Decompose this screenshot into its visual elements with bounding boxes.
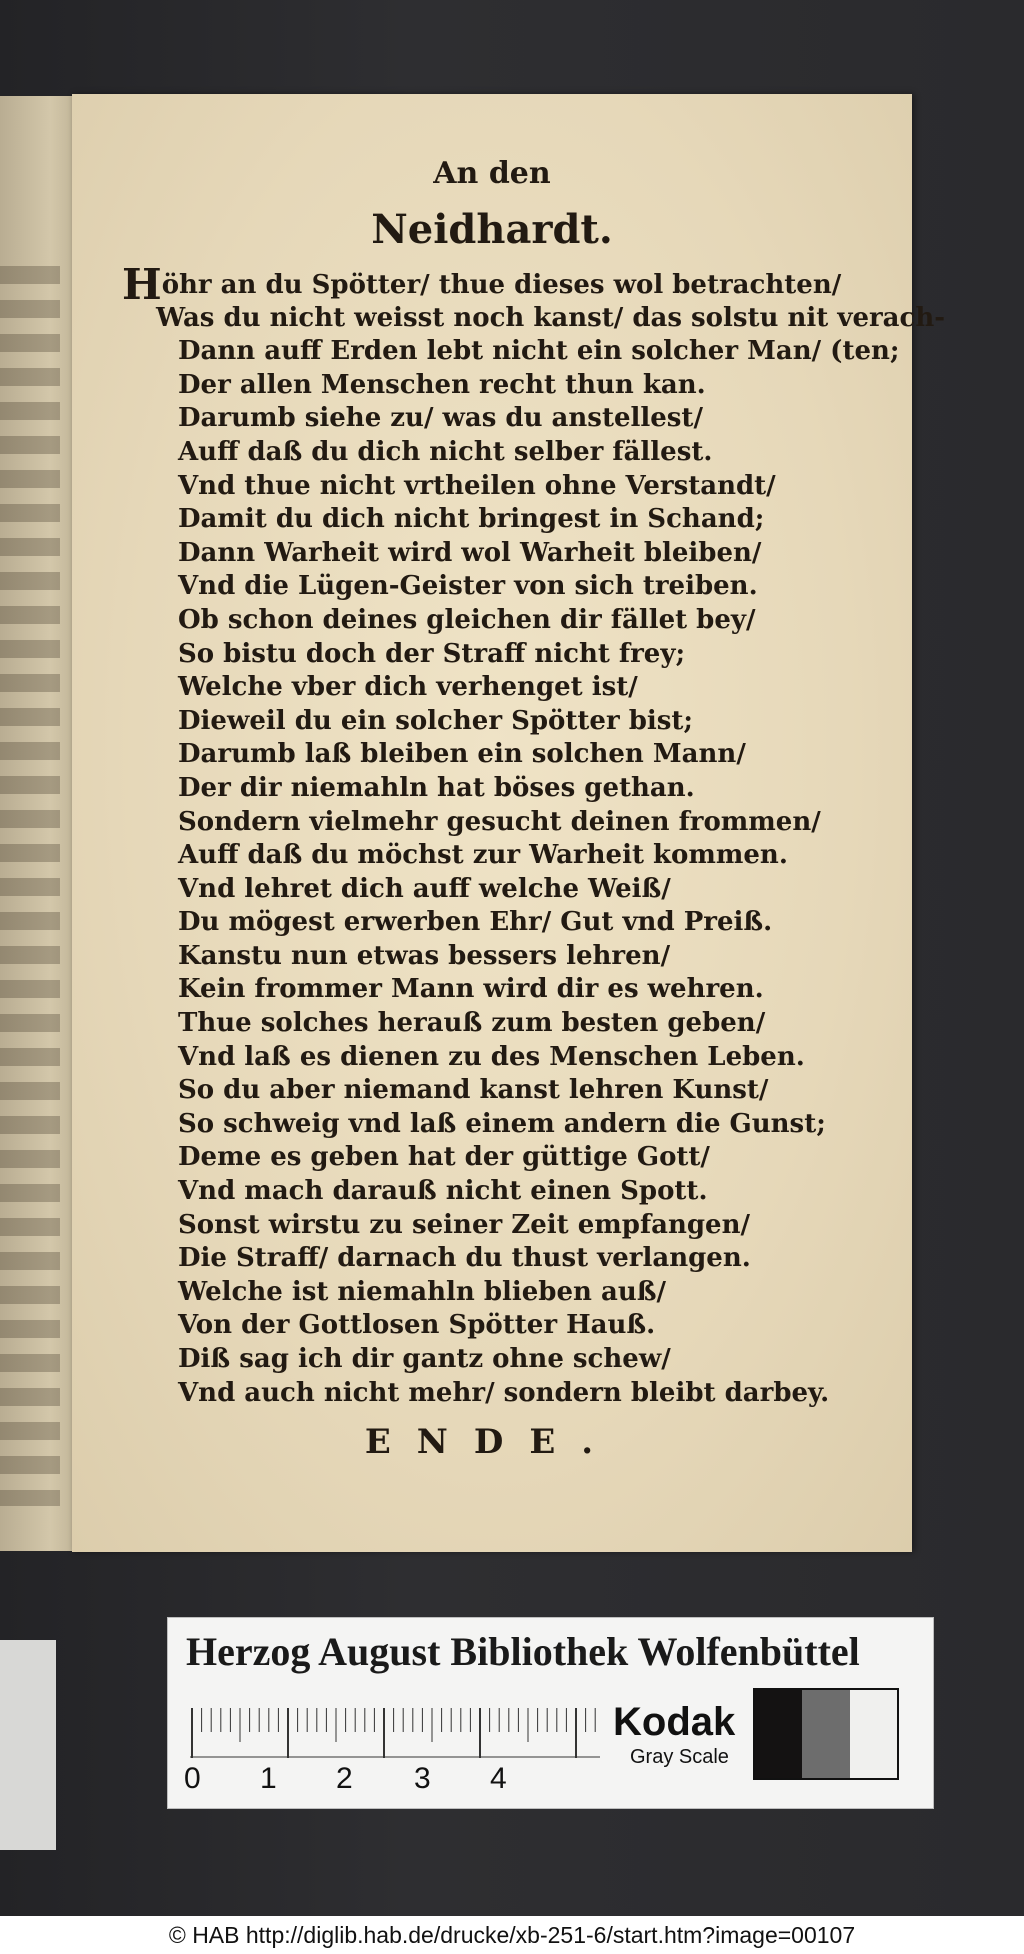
poem-line: Diß sag ich dir gantz ohne schew/ bbox=[178, 1344, 671, 1374]
book-page bbox=[72, 94, 946, 1552]
poem-line: Sondern vielmehr gesucht deinen frommen/ bbox=[178, 806, 821, 837]
poem-line: Kanstu nun etwas bessers lehren/ bbox=[178, 940, 671, 971]
poem-line: Dann auff Erden lebt nicht ein solcher Man/ (ten; bbox=[178, 336, 900, 367]
page-title: Neidhardt. bbox=[371, 206, 613, 253]
poem-line: Damit du dich nicht bringest in Schand; bbox=[178, 504, 765, 535]
gray-swatches bbox=[753, 1688, 899, 1780]
poem-line: Vnd laß es dienen zu des Menschen Leben. bbox=[178, 1041, 805, 1072]
poem-line: So bistu doch der Straff nicht frey; bbox=[178, 638, 686, 669]
facing-page-slip bbox=[0, 1640, 56, 1850]
poem-line: Welche vber dich verhenget ist/ bbox=[178, 672, 638, 703]
color-target-card bbox=[167, 1617, 934, 1809]
library-name: Herzog August Bibliothek Wolfenbüttel bbox=[186, 1629, 860, 1674]
ruler bbox=[190, 1708, 605, 1758]
ruler-label: 3 bbox=[414, 1762, 431, 1795]
poem-line: Ob schon deines gleichen dir fället bey/ bbox=[178, 604, 756, 635]
poem-line: Welche ist niemahln blieben auß/ bbox=[178, 1276, 666, 1307]
poem-line: Deme es geben hat der güttige Gott/ bbox=[178, 1142, 710, 1173]
gray-swatch bbox=[755, 1690, 802, 1778]
poem-line: Kein frommer Mann wird dir es wehren. bbox=[178, 974, 764, 1005]
gray-scale-label: Gray Scale bbox=[630, 1746, 729, 1768]
poem-line: Vnd thue nicht vrtheilen ohne Verstandt/ bbox=[178, 470, 776, 501]
ruler-label: 4 bbox=[490, 1762, 507, 1795]
poem-line: Du mögest erwerben Ehr/ Gut vnd Preiß. bbox=[178, 907, 773, 938]
gray-swatch bbox=[850, 1690, 897, 1778]
poem-line: Was du nicht weisst noch kanst/ das solstu nit verach- bbox=[156, 302, 946, 333]
ruler-label: 0 bbox=[184, 1762, 201, 1795]
poem-text bbox=[122, 260, 946, 1410]
poem-line: Sonst wirstu zu seiner Zeit empfangen/ bbox=[178, 1209, 750, 1240]
poem-line: Die Straff/ darnach du thust verlangen. bbox=[178, 1243, 751, 1274]
facing-page-edge bbox=[0, 96, 72, 1551]
poem-line bbox=[122, 260, 902, 309]
ruler-label: 1 bbox=[260, 1762, 277, 1795]
poem-line: Von der Gottlosen Spötter Hauß. bbox=[178, 1310, 656, 1341]
poem-line: So schweig vnd laß einem andern die Gunst; bbox=[178, 1108, 826, 1139]
poem-line: Darumb laß bleiben ein solchen Mann/ bbox=[178, 739, 746, 770]
ruler-label: 2 bbox=[336, 1762, 353, 1795]
poem-line: Vnd auch nicht mehr/ sondern bleibt darbey. bbox=[178, 1377, 830, 1408]
page-heading: An den bbox=[433, 156, 551, 191]
poem-line: So du aber niemand kanst lehren Kunst/ bbox=[178, 1075, 769, 1106]
poem-line: Auff daß du möchst zur Warheit kommen. bbox=[178, 840, 788, 871]
poem-line: Vnd die Lügen-Geister von sich treiben. bbox=[178, 571, 758, 602]
poem-line: Vnd lehret dich auff welche Weiß/ bbox=[178, 873, 671, 904]
poem-line-text: öhr an du Spötter/ thue dieses wol betrachten/ bbox=[161, 270, 842, 300]
ende-mark: ENDE. bbox=[364, 1422, 620, 1462]
poem-line: Vnd mach darauß nicht einen Spott. bbox=[178, 1176, 708, 1207]
poem-line: Auff daß du dich nicht selber fällest. bbox=[178, 436, 713, 467]
facing-page-text-fragment bbox=[0, 266, 60, 1506]
gray-swatch bbox=[802, 1690, 849, 1778]
drop-initial: H bbox=[122, 260, 162, 309]
footer-credit: © HAB http://diglib.hab.de/drucke/xb-251-6/start.htm?image=00107 bbox=[0, 1916, 1024, 1954]
poem-line: Dieweil du ein solcher Spötter bist; bbox=[178, 705, 693, 736]
kodak-logo: Kodak bbox=[613, 1700, 736, 1744]
poem-line: Der dir niemahln hat böses gethan. bbox=[178, 772, 695, 803]
poem-line: Darumb siehe zu/ was du anstellest/ bbox=[178, 403, 703, 434]
poem-line: Dann Warheit wird wol Warheit bleiben/ bbox=[178, 537, 762, 568]
poem-line: Thue solches herauß zum besten geben/ bbox=[178, 1008, 766, 1039]
poem-line: Der allen Menschen recht thun kan. bbox=[178, 369, 706, 400]
